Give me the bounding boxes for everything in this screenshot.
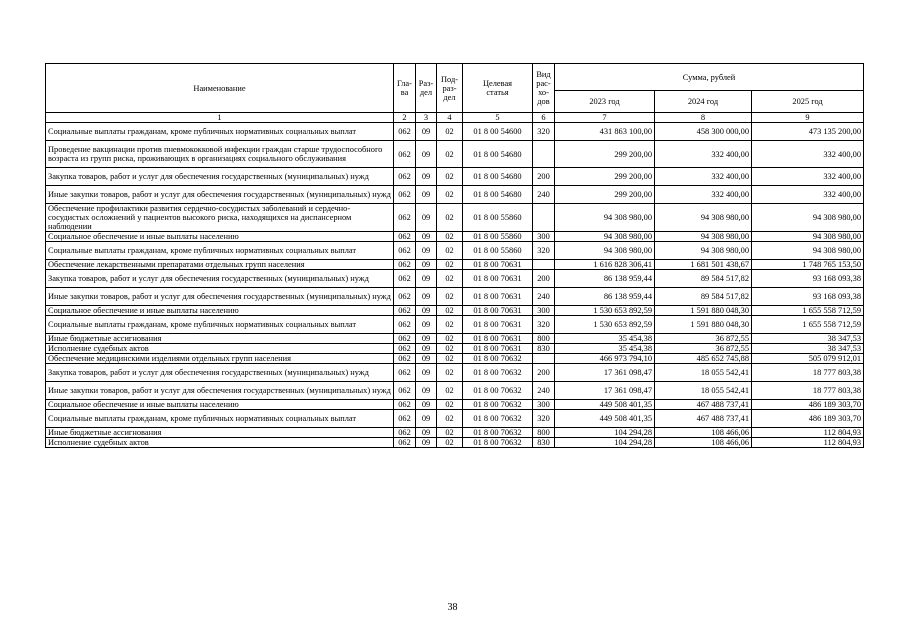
row-sum-2025: 94 308 980,00 [752, 204, 864, 232]
row-sum-2024: 18 055 542,41 [655, 364, 752, 382]
table-row [46, 260, 864, 270]
row-sum-2023: 35 454,38 [555, 334, 655, 344]
table-row [46, 344, 864, 354]
table-row [46, 288, 864, 306]
header-name: Наименование [46, 64, 394, 113]
row-sum-2024: 108 466,06 [655, 438, 752, 448]
column-number: 7 [555, 113, 655, 123]
row-glava: 062 [394, 400, 416, 410]
row-sum-2023: 1 616 828 306,41 [555, 260, 655, 270]
row-glava: 062 [394, 410, 416, 428]
row-target: 01 8 00 70632 [463, 364, 533, 382]
table-row [46, 364, 864, 382]
table-row [46, 232, 864, 242]
row-target: 01 8 00 54600 [463, 123, 533, 141]
row-sum-2024: 485 652 745,88 [655, 354, 752, 364]
row-podrazdel: 02 [437, 186, 463, 204]
row-sum-2025: 112 804,93 [752, 428, 864, 438]
row-podrazdel: 02 [437, 400, 463, 410]
row-target: 01 8 00 70632 [463, 438, 533, 448]
row-glava: 062 [394, 428, 416, 438]
row-razdel: 09 [416, 428, 437, 438]
table-row [46, 428, 864, 438]
row-sum-2023: 299 200,00 [555, 168, 655, 186]
row-sum-2025: 332 400,00 [752, 141, 864, 168]
row-sum-2024: 36 872,55 [655, 344, 752, 354]
row-razdel: 09 [416, 438, 437, 448]
page-number: 38 [447, 602, 458, 613]
row-sum-2023: 1 530 653 892,59 [555, 316, 655, 334]
table-body [46, 123, 864, 448]
row-vid [533, 141, 555, 168]
row-podrazdel: 02 [437, 232, 463, 242]
row-podrazdel: 02 [437, 123, 463, 141]
row-target: 01 8 00 70631 [463, 288, 533, 306]
table-row [46, 204, 864, 232]
row-target: 01 8 00 70631 [463, 306, 533, 316]
row-sum-2024: 18 055 542,41 [655, 382, 752, 400]
row-razdel: 09 [416, 168, 437, 186]
row-name: Обеспечение медицинскими изделиями отдельных групп населения [46, 354, 394, 364]
row-target: 01 8 00 70632 [463, 400, 533, 410]
column-number: 5 [463, 113, 533, 123]
row-glava: 062 [394, 306, 416, 316]
column-number: 2 [394, 113, 416, 123]
row-podrazdel: 02 [437, 141, 463, 168]
table-row [46, 306, 864, 316]
row-vid: 300 [533, 400, 555, 410]
row-sum-2023: 94 308 980,00 [555, 204, 655, 232]
row-vid: 830 [533, 344, 555, 354]
row-vid [533, 260, 555, 270]
row-sum-2024: 332 400,00 [655, 186, 752, 204]
table-row [46, 242, 864, 260]
row-sum-2024: 36 872,55 [655, 334, 752, 344]
row-name: Проведение вакцинации против пневмококковой инфекции граждан старше трудоспособного возраста из групп риска, проживающих в организациях социального обслуживания [46, 141, 394, 168]
row-vid: 800 [533, 428, 555, 438]
row-razdel: 09 [416, 400, 437, 410]
row-razdel: 09 [416, 354, 437, 364]
header-year-2024: 2024 год [655, 91, 752, 113]
row-razdel: 09 [416, 270, 437, 288]
row-glava: 062 [394, 364, 416, 382]
row-razdel: 09 [416, 364, 437, 382]
row-name: Иные закупки товаров, работ и услуг для обеспечения государственных (муниципальных) нужд [46, 382, 394, 400]
column-number: 9 [752, 113, 864, 123]
row-sum-2023: 86 138 959,44 [555, 288, 655, 306]
header-year-2023: 2023 год [555, 91, 655, 113]
row-name: Социальное обеспечение и иные выплаты населению [46, 400, 394, 410]
row-glava: 062 [394, 382, 416, 400]
row-name: Социальные выплаты гражданам, кроме публичных нормативных социальных выплат [46, 123, 394, 141]
row-vid: 240 [533, 288, 555, 306]
row-sum-2025: 505 079 912,01 [752, 354, 864, 364]
row-sum-2024: 1 591 880 048,30 [655, 306, 752, 316]
row-sum-2024: 94 308 980,00 [655, 242, 752, 260]
row-sum-2023: 449 508 401,35 [555, 400, 655, 410]
header-target: Целевая статья [463, 64, 533, 113]
row-podrazdel: 02 [437, 438, 463, 448]
row-glava: 062 [394, 186, 416, 204]
row-glava: 062 [394, 344, 416, 354]
table-row [46, 123, 864, 141]
row-glava: 062 [394, 354, 416, 364]
row-glava: 062 [394, 270, 416, 288]
row-razdel: 09 [416, 204, 437, 232]
row-sum-2024: 1 681 501 438,67 [655, 260, 752, 270]
row-name: Обеспечение лекарственными препаратами отдельных групп населения [46, 260, 394, 270]
row-glava: 062 [394, 232, 416, 242]
row-glava: 062 [394, 438, 416, 448]
row-target: 01 8 00 55860 [463, 204, 533, 232]
row-sum-2025: 486 189 303,70 [752, 410, 864, 428]
row-podrazdel: 02 [437, 428, 463, 438]
table-row [46, 400, 864, 410]
row-sum-2024: 94 308 980,00 [655, 232, 752, 242]
row-podrazdel: 02 [437, 364, 463, 382]
header-razdel: Раз- дел [416, 64, 437, 113]
row-podrazdel: 02 [437, 306, 463, 316]
row-sum-2023: 299 200,00 [555, 186, 655, 204]
row-vid: 320 [533, 242, 555, 260]
row-name: Иные закупки товаров, работ и услуг для обеспечения государственных (муниципальных) нужд [46, 186, 394, 204]
row-sum-2024: 467 488 737,41 [655, 400, 752, 410]
row-name: Социальные выплаты гражданам, кроме публичных нормативных социальных выплат [46, 316, 394, 334]
row-podrazdel: 02 [437, 204, 463, 232]
row-target: 01 8 00 70631 [463, 270, 533, 288]
column-number: 4 [437, 113, 463, 123]
table-row [46, 186, 864, 204]
table-row [46, 410, 864, 428]
row-name: Закупка товаров, работ и услуг для обеспечения государственных (муниципальных) нужд [46, 364, 394, 382]
row-target: 01 8 00 70631 [463, 344, 533, 354]
row-name: Иные бюджетные ассигнования [46, 428, 394, 438]
table-row [46, 354, 864, 364]
row-sum-2025: 38 347,53 [752, 334, 864, 344]
row-razdel: 09 [416, 186, 437, 204]
row-glava: 062 [394, 316, 416, 334]
table-row [46, 141, 864, 168]
row-name: Закупка товаров, работ и услуг для обеспечения государственных (муниципальных) нужд [46, 168, 394, 186]
row-target: 01 8 00 70632 [463, 428, 533, 438]
row-razdel: 09 [416, 344, 437, 354]
row-sum-2023: 466 973 794,10 [555, 354, 655, 364]
row-glava: 062 [394, 123, 416, 141]
row-sum-2025: 112 804,93 [752, 438, 864, 448]
row-sum-2024: 108 466,06 [655, 428, 752, 438]
row-sum-2024: 1 591 880 048,30 [655, 316, 752, 334]
row-sum-2025: 1 655 558 712,59 [752, 306, 864, 316]
row-sum-2023: 86 138 959,44 [555, 270, 655, 288]
row-target: 01 8 00 55860 [463, 242, 533, 260]
row-sum-2025: 486 189 303,70 [752, 400, 864, 410]
row-sum-2024: 89 584 517,82 [655, 270, 752, 288]
row-name: Исполнение судебных актов [46, 438, 394, 448]
row-vid [533, 204, 555, 232]
row-sum-2023: 104 294,28 [555, 428, 655, 438]
row-glava: 062 [394, 168, 416, 186]
row-sum-2025: 18 777 803,38 [752, 364, 864, 382]
table-row [46, 316, 864, 334]
row-podrazdel: 02 [437, 270, 463, 288]
row-vid: 200 [533, 270, 555, 288]
row-vid [533, 354, 555, 364]
row-sum-2025: 332 400,00 [752, 168, 864, 186]
row-target: 01 8 00 54680 [463, 141, 533, 168]
row-razdel: 09 [416, 141, 437, 168]
row-razdel: 09 [416, 242, 437, 260]
row-podrazdel: 02 [437, 316, 463, 334]
row-sum-2025: 18 777 803,38 [752, 382, 864, 400]
row-target: 01 8 00 70631 [463, 334, 533, 344]
row-name: Исполнение судебных актов [46, 344, 394, 354]
row-sum-2025: 93 168 093,38 [752, 288, 864, 306]
row-sum-2023: 431 863 100,00 [555, 123, 655, 141]
row-name: Иные закупки товаров, работ и услуг для обеспечения государственных (муниципальных) нужд [46, 288, 394, 306]
row-sum-2024: 467 488 737,41 [655, 410, 752, 428]
row-name: Социальное обеспечение и иные выплаты населению [46, 306, 394, 316]
row-name: Иные бюджетные ассигнования [46, 334, 394, 344]
row-name: Обеспечение профилактики развития сердечно-сосудистых заболеваний и сердечно-сосудистых осложнений у пациентов высокого риска, находящихся на диспансерном наблюдении [46, 204, 394, 232]
row-sum-2023: 94 308 980,00 [555, 232, 655, 242]
row-glava: 062 [394, 260, 416, 270]
row-sum-2025: 1 655 558 712,59 [752, 316, 864, 334]
table-row [46, 168, 864, 186]
row-sum-2025: 1 748 765 153,50 [752, 260, 864, 270]
row-target: 01 8 00 70632 [463, 354, 533, 364]
row-glava: 062 [394, 242, 416, 260]
column-number-row [46, 113, 864, 123]
row-vid: 200 [533, 364, 555, 382]
row-vid: 300 [533, 232, 555, 242]
row-sum-2023: 299 200,00 [555, 141, 655, 168]
row-razdel: 09 [416, 232, 437, 242]
row-sum-2025: 94 308 980,00 [752, 232, 864, 242]
row-podrazdel: 02 [437, 354, 463, 364]
row-vid: 830 [533, 438, 555, 448]
row-glava: 062 [394, 204, 416, 232]
row-vid: 320 [533, 410, 555, 428]
row-sum-2024: 89 584 517,82 [655, 288, 752, 306]
header-row-top [46, 64, 864, 91]
row-target: 01 8 00 54680 [463, 186, 533, 204]
row-sum-2023: 17 361 098,47 [555, 382, 655, 400]
table-row [46, 382, 864, 400]
row-target: 01 8 00 70631 [463, 260, 533, 270]
row-razdel: 09 [416, 316, 437, 334]
row-name: Закупка товаров, работ и услуг для обеспечения государственных (муниципальных) нужд [46, 270, 394, 288]
row-razdel: 09 [416, 382, 437, 400]
row-sum-2024: 332 400,00 [655, 141, 752, 168]
row-target: 01 8 00 70632 [463, 382, 533, 400]
table-row [46, 438, 864, 448]
row-razdel: 09 [416, 123, 437, 141]
budget-table [45, 63, 864, 448]
column-number: 1 [46, 113, 394, 123]
row-sum-2023: 449 508 401,35 [555, 410, 655, 428]
row-vid: 300 [533, 306, 555, 316]
row-target: 01 8 00 54680 [463, 168, 533, 186]
table-row [46, 270, 864, 288]
row-sum-2024: 458 300 000,00 [655, 123, 752, 141]
header-podrazdel: Под- раз- дел [437, 64, 463, 113]
row-razdel: 09 [416, 306, 437, 316]
row-target: 01 8 00 70631 [463, 316, 533, 334]
table-row [46, 334, 864, 344]
row-podrazdel: 02 [437, 168, 463, 186]
row-podrazdel: 02 [437, 334, 463, 344]
table-header [46, 64, 864, 123]
row-name: Социальные выплаты гражданам, кроме публичных нормативных социальных выплат [46, 242, 394, 260]
row-podrazdel: 02 [437, 382, 463, 400]
row-sum-2023: 35 454,38 [555, 344, 655, 354]
row-podrazdel: 02 [437, 410, 463, 428]
row-target: 01 8 00 70632 [463, 410, 533, 428]
row-razdel: 09 [416, 288, 437, 306]
column-number: 3 [416, 113, 437, 123]
row-razdel: 09 [416, 334, 437, 344]
row-name: Социальное обеспечение и иные выплаты населению [46, 232, 394, 242]
column-number: 8 [655, 113, 752, 123]
row-vid: 320 [533, 123, 555, 141]
header-year-2025: 2025 год [752, 91, 864, 113]
header-glava: Гла- ва [394, 64, 416, 113]
row-vid: 240 [533, 382, 555, 400]
row-podrazdel: 02 [437, 260, 463, 270]
row-sum-2025: 94 308 980,00 [752, 242, 864, 260]
row-glava: 062 [394, 141, 416, 168]
header-sum: Сумма, рублей [555, 64, 864, 91]
row-podrazdel: 02 [437, 242, 463, 260]
column-number: 6 [533, 113, 555, 123]
row-podrazdel: 02 [437, 344, 463, 354]
row-name: Социальные выплаты гражданам, кроме публичных нормативных социальных выплат [46, 410, 394, 428]
row-sum-2023: 1 530 653 892,59 [555, 306, 655, 316]
row-sum-2024: 94 308 980,00 [655, 204, 752, 232]
row-sum-2024: 332 400,00 [655, 168, 752, 186]
row-target: 01 8 00 55860 [463, 232, 533, 242]
row-sum-2025: 38 347,53 [752, 344, 864, 354]
row-glava: 062 [394, 334, 416, 344]
row-sum-2025: 332 400,00 [752, 186, 864, 204]
row-sum-2025: 93 168 093,38 [752, 270, 864, 288]
row-podrazdel: 02 [437, 288, 463, 306]
row-sum-2025: 473 135 200,00 [752, 123, 864, 141]
row-vid: 320 [533, 316, 555, 334]
row-razdel: 09 [416, 260, 437, 270]
row-sum-2023: 17 361 098,47 [555, 364, 655, 382]
row-vid: 240 [533, 186, 555, 204]
row-razdel: 09 [416, 410, 437, 428]
row-vid: 800 [533, 334, 555, 344]
row-vid: 200 [533, 168, 555, 186]
row-sum-2023: 94 308 980,00 [555, 242, 655, 260]
header-vid: Вид рас- хо- дов [533, 64, 555, 113]
row-sum-2023: 104 294,28 [555, 438, 655, 448]
row-glava: 062 [394, 288, 416, 306]
